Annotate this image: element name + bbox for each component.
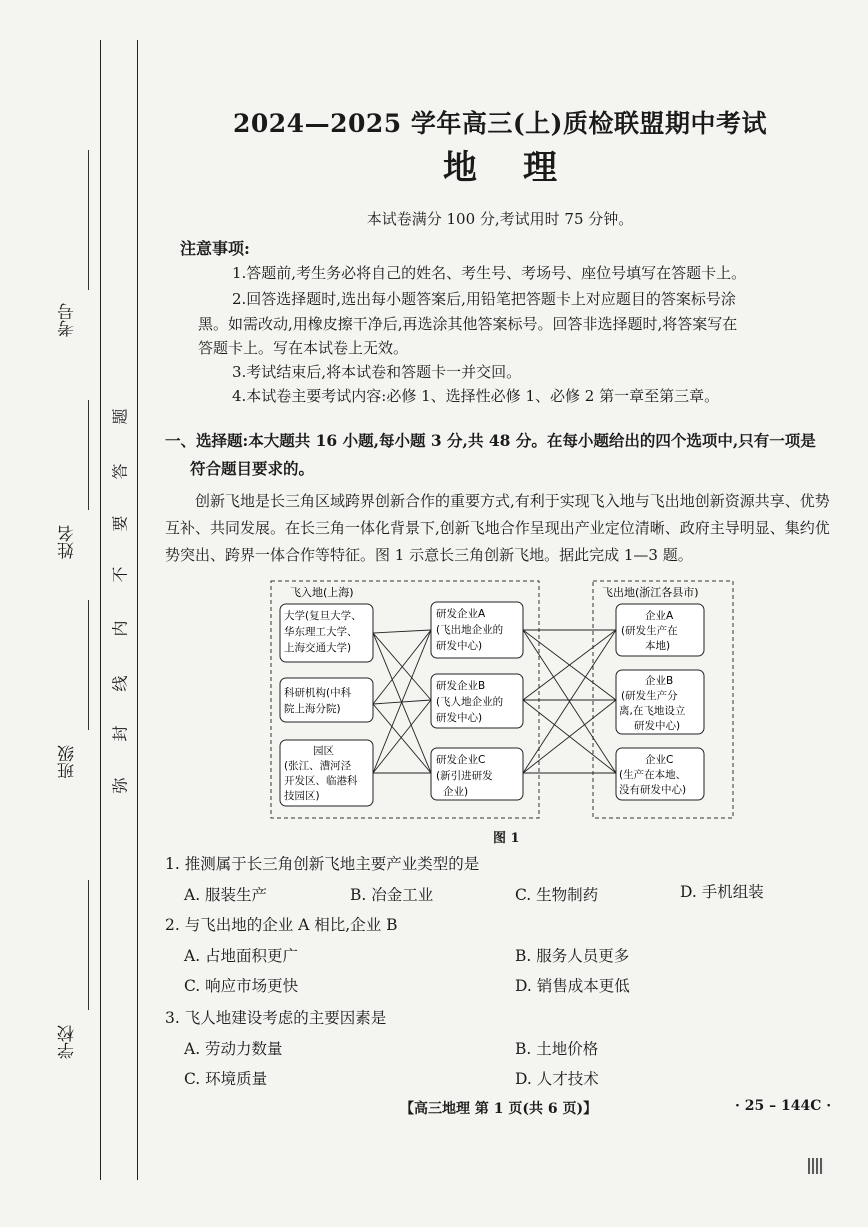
notice-item-3: 3.考试结束后,将本试卷和答题卡一并交回。 [232,363,522,381]
notice-item-4: 4.本试卷主要考试内容:必修 1、选择性必修 1、必修 2 第一章至第三章。 [232,387,720,405]
section-heading: 一、选择题:本大题共 16 小题,每小题 3 分,共 48 分。在每小题给出的四个选项中,只有一项是 [165,431,816,450]
question-1-stem: 1. 推测属于长三角创新飞地主要产业类型的是 [165,855,480,873]
box-research-inst [280,678,373,722]
q2-option-b[interactable]: B. 服务人员更多 [515,947,630,965]
xuexiao-label: 学校 [58,1025,78,1059]
box-ent-b-l3: 离,在飞地设立 [619,705,686,717]
binding-line-inner [137,40,138,1180]
seal-char: 题 [110,408,130,425]
box-research-l2: 院上海分院) [284,703,341,715]
q2-option-d[interactable]: D. 销售成本更低 [515,977,630,995]
q1-option-a[interactable]: A. 服装生产 [184,886,268,904]
box-ent-c-l1: 企业C [645,754,674,766]
binding-line-outer [100,40,101,1180]
seal-char: 封 [110,725,130,742]
box-ent-b-l4: 研发中心) [634,720,681,732]
box-rd-b-l1: 研发企业B [436,680,486,692]
box-rd-a-l3: 研发中心) [436,640,483,652]
box-park-l4: 技园区) [284,790,320,802]
box-university-l2: 华东理工大学、 [284,626,358,638]
banji-label: 班级 [58,745,78,779]
notice-item-2: 2.回答选择题时,选出每小题答案后,用铅笔把答题卡上对应题目的答案标号涂 [232,290,736,308]
paper-code: · 25 – 144C · [735,1098,832,1114]
exam-note: 本试卷满分 100 分,考试用时 75 分钟。 [366,210,634,228]
box-park-l2: (张江、漕河泾 [284,760,352,772]
box-university-l3: 上海交通大学) [284,642,352,654]
seal-char: 弥 [110,777,130,794]
banji-fill-line [88,600,89,730]
q3-option-a[interactable]: A. 劳动力数量 [184,1040,283,1058]
right-group-label: 飞出地(浙江各县市) [602,586,699,599]
box-ent-c-l2: (生产在本地、 [619,769,687,781]
seal-char: 答 [110,463,130,480]
notice-item-2-cont: 答题卡上。写在本试卷上无效。 [198,339,409,357]
box-rd-b-l3: 研发中心) [436,712,483,724]
seal-char: 要 [110,515,130,532]
box-rd-b-l2: (飞人地企业的 [436,696,504,708]
left-group-label: 飞入地(上海) [290,586,354,599]
section-heading-cont: 符合题目要求的。 [190,459,315,478]
xingming-fill-line [88,400,89,510]
q1-option-d[interactable]: D. 手机组装 [680,883,764,901]
question-3-stem: 3. 飞人地建设考虑的主要因素是 [165,1009,387,1027]
notice-item-2-cont: 黑。如需改动,用橡皮擦干净后,再选涂其他答案标号。回答非选择题时,将答案写在 [198,315,738,333]
box-university-l1: 大学(复旦大学、 [284,610,362,622]
box-ent-a-l2: (研发生产在 [621,625,678,637]
box-ent-a-l3: 本地) [645,640,671,652]
box-rd-a-l1: 研发企业A [436,608,486,620]
q1-option-b[interactable]: B. 冶金工业 [350,886,434,904]
q3-option-b[interactable]: B. 土地价格 [515,1040,599,1058]
notice-heading: 注意事项: [180,239,250,258]
figure-caption: 图 1 [493,831,520,846]
seal-char: 内 [110,620,130,637]
box-rd-c-l1: 研发企业C [436,754,486,766]
seal-char: 线 [110,675,130,692]
q2-option-a[interactable]: A. 占地面积更广 [184,947,299,965]
seal-char: 不 [110,566,130,583]
kaohao-fill-line [88,150,89,290]
box-ent-c-l3: 没有研发中心) [619,784,687,796]
question-2-stem: 2. 与飞出地的企业 A 相比,企业 B [165,916,398,934]
q3-option-c[interactable]: C. 环境质量 [184,1070,268,1088]
q3-option-d[interactable]: D. 人才技术 [515,1070,599,1088]
box-park-l1: 园区 [313,745,334,757]
box-rd-a-l2: (飞出地企业的 [436,624,504,636]
notice-item-1: 1.答题前,考生务必将自己的姓名、考生号、考场号、座位号填写在答题卡上。 [232,264,747,282]
box-research-l1: 科研机构(中科 [284,687,352,699]
page-footer: 【高三地理 第 1 页(共 6 页)】 [400,1101,598,1117]
xingming-label: 姓名 [58,525,78,559]
kaohao-label: 考号 [58,303,78,337]
box-rd-c-l2: (新引进研发 [436,770,493,782]
box-ent-b-l1: 企业B [645,675,674,687]
passage: 创新飞地是长三角区域跨界创新合作的重要方式,有利于实现飞入地与飞出地创新资源共享、优势互补、共同发展。在长三角一体化背景下,创新飞地合作呈现出产业定位清晰、政府主导明显、集约优势突出、跨界一体合作等特征。图 1 示意长三角创新飞地。据此完成 1—3 题。 [165,492,830,564]
subject-title: 地理 [443,148,603,188]
xuexiao-fill-line [88,880,89,1010]
q2-option-c[interactable]: C. 响应市场更快 [184,977,299,995]
q1-option-c[interactable]: C. 生物制药 [515,886,599,904]
box-rd-c-l3: 企业) [443,786,469,798]
qr-code-icon [808,1158,824,1174]
box-ent-a-l1: 企业A [645,610,674,622]
exam-title: 2024—2025 学年高三(上)质检联盟期中考试 [232,109,768,138]
box-ent-b-l2: (研发生产分 [621,690,678,702]
figure-1 [268,578,738,823]
box-park-l3: 开发区、临港科 [284,775,358,787]
